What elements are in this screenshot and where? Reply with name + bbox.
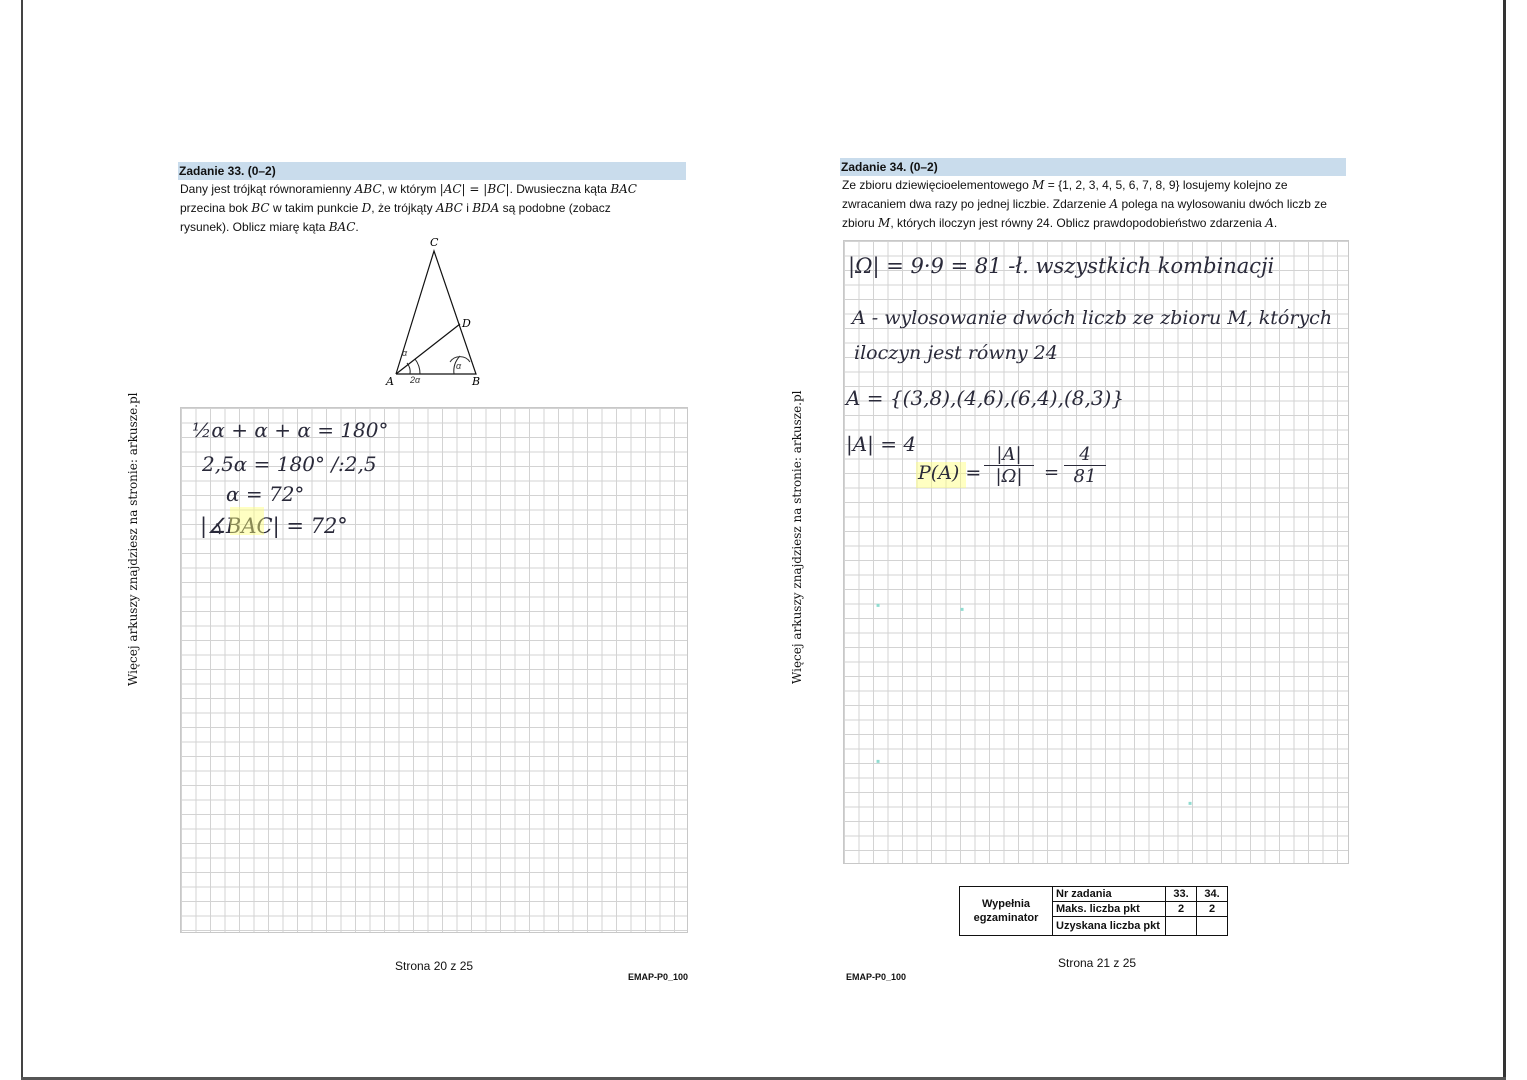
hw-fraction-2	[1064, 444, 1106, 487]
task-34-header: Zadanie 34. (0–2)	[840, 158, 1346, 176]
score-row-2-col-2: 2	[1197, 902, 1228, 917]
hw-frac1-num: |A|	[996, 444, 1022, 465]
label-c: C	[430, 236, 439, 249]
handwritten-angle-alpha-2: α	[456, 361, 462, 371]
score-table	[959, 886, 1228, 936]
hw-left-line-3: α = 72°	[226, 482, 305, 506]
highlight-bac	[230, 507, 264, 535]
task-33-line-1: Dany jest trójkąt równoramienny ABC, w którym |AC| = |BC|. Dwusieczna kąta BAC	[180, 182, 637, 196]
hw-frac2-den: 81	[1073, 466, 1097, 487]
handwritten-angle-2alpha: 2α	[410, 375, 421, 385]
scan-speck-4: ▪	[1188, 796, 1193, 810]
hw-frac1-den: |Ω|	[995, 466, 1023, 487]
hw-right-line-5: |A| = 4	[846, 432, 917, 456]
hw-right-line-4: A = {(3,8),(4,6),(6,4),(8,3)}	[846, 386, 1125, 410]
score-table-label: Wypełnia egzaminator	[960, 887, 1053, 936]
label-a: A	[386, 375, 394, 388]
score-row-1-col-1: 33.	[1166, 887, 1197, 902]
angle-arc-a	[415, 359, 420, 374]
hw-frac2-num: 4	[1079, 444, 1091, 465]
task-33-line-2: przecina bok BC w takim punkcie D, że trójkąty ABC i BDA są podobne (zobacz	[180, 201, 611, 215]
scan-speck-2: ▪	[960, 602, 965, 616]
hw-left-line-1: ½α + α + α = 180°	[192, 418, 389, 442]
triangle-figure	[380, 232, 490, 392]
scan-border-right	[1503, 0, 1506, 1080]
score-row-3-col-2[interactable]	[1197, 917, 1228, 936]
hw-prob-eq: =	[1044, 462, 1060, 483]
scan-border-left	[21, 0, 23, 1080]
task-34-line-1: Ze zbioru dziewięcioelementowego M = {1, 2, 3, 4, 5, 6, 7, 8, 9} losujemy kolejno ze	[842, 178, 1288, 192]
score-row-3-col-1[interactable]	[1166, 917, 1197, 936]
scan-speck-1: ▪	[876, 598, 881, 612]
hw-left-line-4: |∡BAC| = 72°	[200, 514, 348, 538]
side-watermark-right: Więcej arkuszy znajdziesz na stronie: arkusze.pl	[790, 390, 804, 684]
footer-right: Strona 21 z 25	[1058, 956, 1137, 970]
task-34-text	[842, 176, 1347, 233]
hw-right-line-2: A - wylosowanie dwóch liczb ze zbioru M, których	[852, 307, 1333, 329]
task-34-line-2: zwracaniem dwa razy po jednej liczbie. Zdarzenie A polega na wylosowaniu dwóch liczb ze	[842, 197, 1327, 211]
hw-right-line-3: iloczyn jest równy 24	[854, 342, 1058, 364]
task-33-header: Zadanie 33. (0–2)	[178, 162, 686, 180]
score-row-1-col-2: 34.	[1197, 887, 1228, 902]
scan-speck-3: ▪	[876, 754, 881, 768]
hw-left-line-2: 2,5α = 180° /:2,5	[202, 452, 377, 476]
task-33-line-3: rysunek). Oblicz miarę kąta BAC.	[180, 220, 359, 234]
footer-left: Strona 20 z 25	[395, 959, 474, 973]
code-right: EMAP-P0_100	[846, 972, 907, 982]
score-row-2-col-1: 2	[1166, 902, 1197, 917]
score-row-2-label: Maks. liczba pkt	[1053, 902, 1166, 917]
label-b: B	[472, 375, 481, 388]
triangle-abc	[396, 251, 476, 374]
code-left: EMAP-P0_100	[628, 972, 689, 982]
hw-prob-lhs: P(A) =	[918, 462, 982, 484]
side-watermark-left: Więcej arkuszy znajdziesz na stronie: arkusze.pl	[126, 392, 140, 686]
label-d: D	[462, 317, 471, 330]
handwritten-angle-alpha-1: α	[402, 348, 408, 358]
score-row-1-label: Nr zadania	[1053, 887, 1166, 902]
task-34-line-3: zbioru M, których iloczyn jest równy 24. Oblicz prawdopodobieństwo zdarzenia A.	[842, 216, 1278, 230]
task-33-text	[180, 180, 685, 237]
answer-grid-right	[843, 240, 1349, 864]
score-row-3-label: Uzyskana liczba pkt	[1053, 917, 1166, 936]
hw-fraction-1	[984, 444, 1034, 487]
hw-right-line-1: |Ω| = 9·9 = 81 -ł. wszystkich kombinacji	[848, 254, 1275, 278]
